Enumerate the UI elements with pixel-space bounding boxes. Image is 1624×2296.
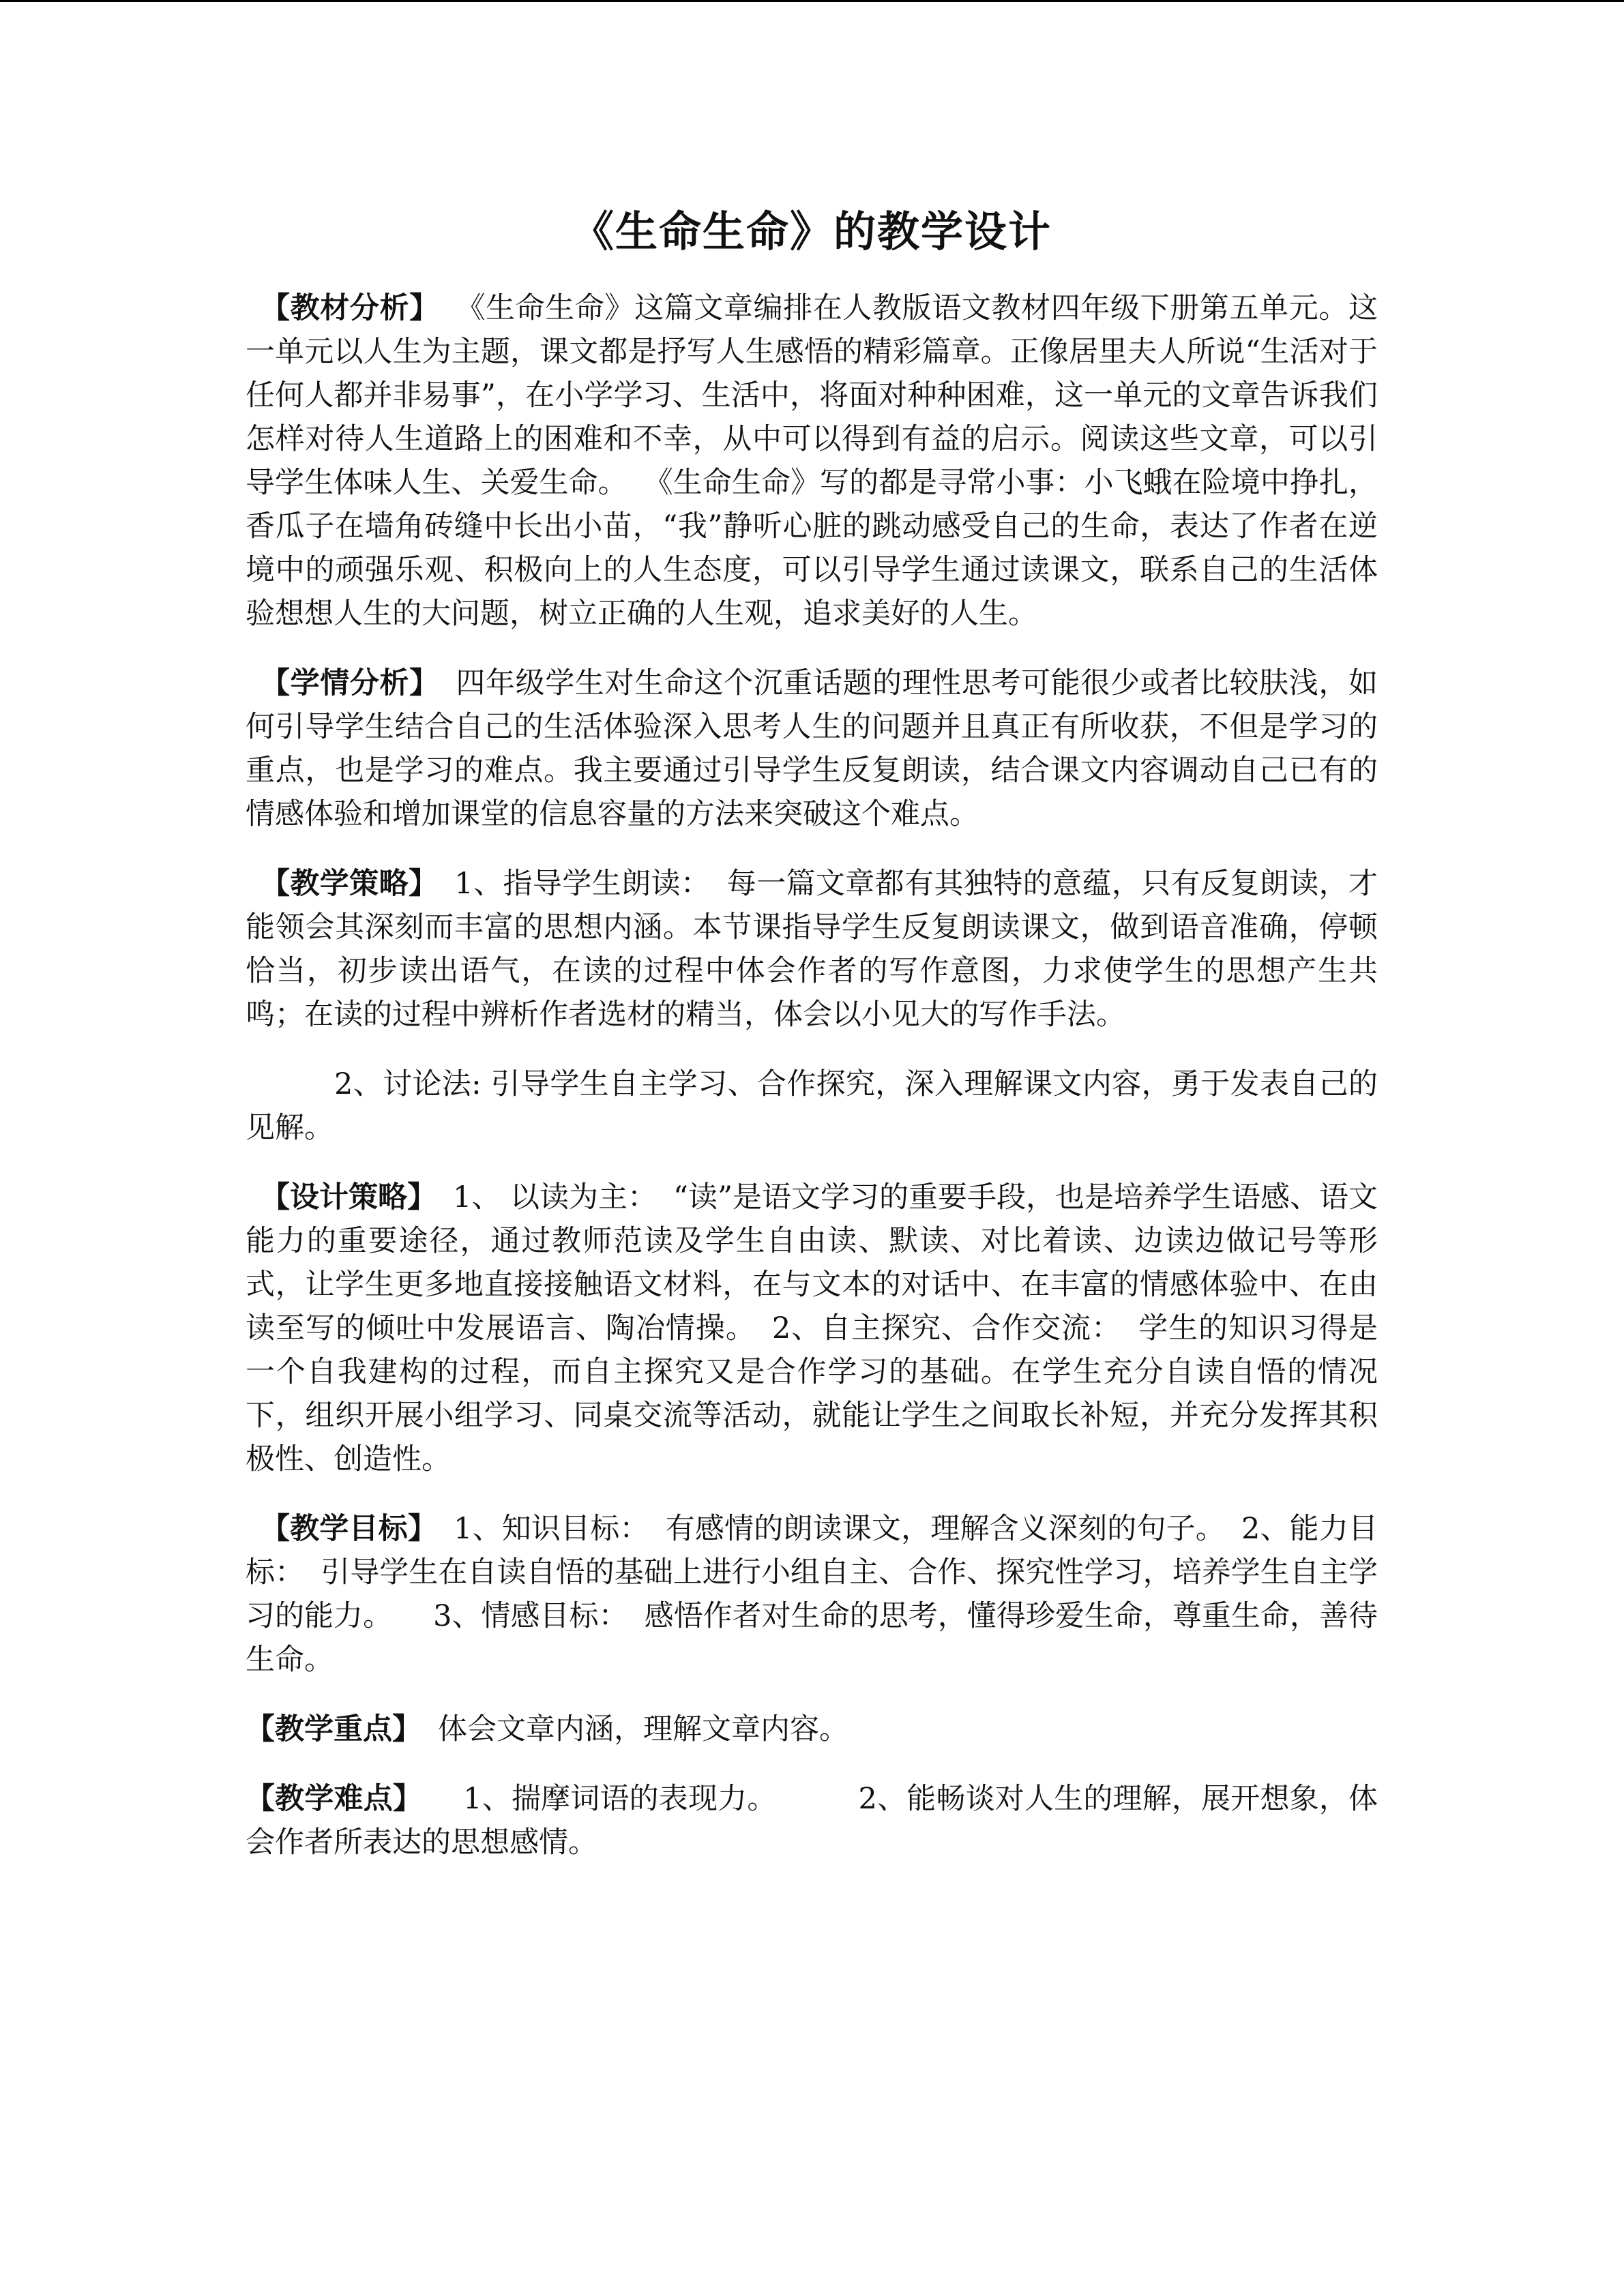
document-title: 《生命生命》的教学设计 — [571, 207, 1052, 256]
item-heading: 1、知识目标： — [454, 1512, 649, 1546]
item-text: 1、揣摩词语的表现力。 — [463, 1782, 777, 1816]
item-heading: 2、自主探究、合作交流： — [771, 1311, 1122, 1345]
section-teaching-goals — [246, 1507, 1378, 1682]
section-text: 《生命生命》这篇文章编排在人教版语文教材四年级下册第五单元。这一单元以人生为主题，课文都是抒写人生感悟的精彩篇章。正像居里夫人所说“生活对于任何人都并非易事”，在小学学习、生活中，将面对种种困难，这一单元的文章告诉我们怎样对待人生道路上的困难和不幸，从中可以得到有益的启示。阅读这些文章，可以引导学生体味人生、关爱生命。 — [246, 291, 1378, 500]
section-label: 【学情分析】 — [261, 666, 439, 700]
section-text: 体会文章内涵，理解文章内容。 — [438, 1712, 848, 1746]
section-text: 四年级学生对生命这个沉重话题的理性思考可能很少或者比较肤浅，如何引导学生结合自己的生活体验深入思考人生的问题并且真正有所收获，不但是学习的重点，也是学习的难点。我主要通过引导学生反复朗读，结合课文内容调动自己已有的情感体验和增加课堂的信息容量的方法来突破这个难点。 — [246, 666, 1378, 831]
item-heading: 1、 以读为主： — [453, 1180, 658, 1214]
top-border-line — [0, 0, 1624, 2]
item-text: 感悟作者对生命的思考，懂得珍爱生命，尊重生命，善待生命。 — [246, 1599, 1378, 1677]
section-key-points — [246, 1708, 1378, 1751]
item-text: 有感情的朗读课文，理解含义深刻的句子。 — [665, 1512, 1225, 1546]
item-text: 学生的知识习得是一个自我建构的过程，而自主探究又是合作学习的基础。在学生充分自读自悟的情况下，组织开展小组学习、同桌交流等活动，就能让学生之间取长补短，并充分发挥其积极性、创造性。 — [246, 1311, 1378, 1476]
section-teaching-strategy — [246, 862, 1378, 1037]
item-text: 每一篇文章都有其独特的意蕴，只有反复朗读，才能领会其深刻而丰富的思想内涵。本节课指导学生反复朗读课文，做到语音准确，停顿恰当，初步读出语气，在读的过程中体会作者的写作意图，力求使学生的思想产生共鸣；在读的过程中辨析作者选材的精当，体会以小见大的写作手法。 — [246, 867, 1378, 1032]
section-design-strategy — [246, 1176, 1378, 1481]
item-text: 2、能畅谈对人生的理解，展开想象，体会作者所表达的思想感情。 — [246, 1782, 1378, 1860]
section-label: 【教学策略】 — [261, 867, 439, 901]
section-materials-analysis — [246, 286, 1378, 636]
section-difficulties — [246, 1777, 1378, 1864]
item-heading: 3、情感目标： — [433, 1599, 628, 1633]
item-heading: 2、能力目标： — [246, 1512, 1378, 1590]
section-teaching-strategy-item-2 — [246, 1062, 1378, 1150]
section-label: 【教学目标】 — [261, 1512, 438, 1546]
item-text: 引导学生在自读自悟的基础上进行小组自主、合作、探究性学习，培养学生自主学习的能力。 — [246, 1555, 1378, 1633]
section-label: 【设计策略】 — [261, 1180, 437, 1214]
section-label: 【教学重点】 — [246, 1712, 422, 1746]
item-text: 2、讨论法: 引导学生自主学习、合作探究，深入理解课文内容，勇于发表自己的见解。 — [246, 1067, 1378, 1145]
section-label: 【教学难点】 — [246, 1782, 423, 1816]
section-text: 《生命生命》写的都是寻常小事：小飞蛾在险境中挣扎，香瓜子在墙角砖缝中长出小苗，“我”静听心脏的跳动感受自己的生命，表达了作者在逆境中的顽强乐观、积极向上的人生态度，可以引导学生通过读课文，联系自己的生活体验想想人生的大问题，树立正确的人生观，追求美好的人生。 — [246, 466, 1378, 631]
section-label: 【教材分析】 — [261, 291, 439, 325]
item-text: “读”是语文学习的重要手段，也是培养学生语感、语文能力的重要途径，通过教师范读及学生自由读、默读、对比着读、边读边做记号等形式，让学生更多地直接接触语文材料，在与文本的对话中、在丰富的情感体验中、在由读至写的倾吐中发展语言、陶冶情操。 — [246, 1180, 1378, 1345]
item-heading: 1、指导学生朗读： — [454, 867, 711, 901]
document-page — [246, 198, 1378, 1890]
section-student-analysis — [246, 661, 1378, 836]
